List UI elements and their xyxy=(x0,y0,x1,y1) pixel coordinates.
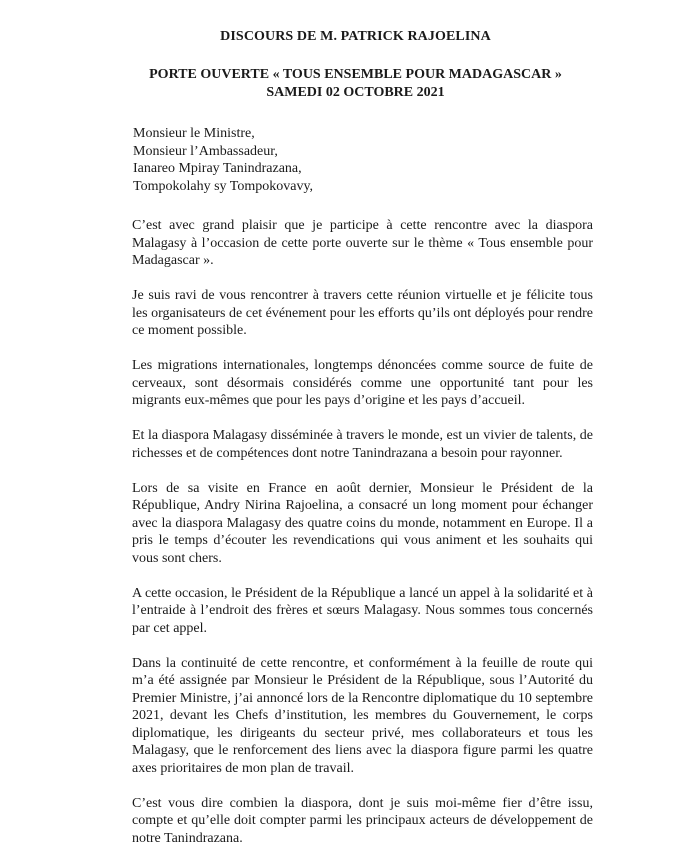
salutation-line: Monsieur le Ministre, xyxy=(133,126,255,141)
speech-paragraph: Les migrations internationales, longtemps dénoncées comme source de fuite de cerveaux, sont désormais considérés comme une opportunité tant pour les migrants eux-mêmes que pour les pays d’origine et les pays d’accueil. xyxy=(132,358,593,408)
subtitle-date: SAMEDI 02 OCTOBRE 2021 xyxy=(266,85,445,100)
salutation-line: Ianareo Mpiray Tanindrazana, xyxy=(133,161,302,176)
salutation-line: Tompokolahy sy Tompokovavy, xyxy=(133,178,314,194)
speech-paragraph: C’est avec grand plaisir que je participe à cette rencontre avec la diaspora Malagasy à l’occasion de cette porte ouverte sur le thème « Tous ensemble pour Madagascar ». xyxy=(132,218,593,268)
speech-paragraph: Dans la continuité de cette rencontre, et conformément à la feuille de route qui m’a été assignée par Monsieur le Président de la République, sous l’Autorité du Premier Ministre, j’ai annoncé lors de la Rencontre diplomatique du 10 septembre 2021, devant les Chefs d’institution, les membres du Gouvernement, le corps diplomatique, les dirigeants du secteur privé, mes collaborateurs et tous les Malagasy, que le renforcement des liens avec la diaspora figure parmi les quatre axes prioritaires de mon plan de travail. xyxy=(132,655,593,776)
speech-paragraph: Je suis ravi de vous rencontrer à travers cette réunion virtuelle et je félicite tous les organisateurs de cet événement pour les efforts qu’ils ont déployés pour rendre ce moment possible. xyxy=(132,288,593,338)
document-title: DISCOURS DE M. PATRICK RAJOELINA xyxy=(220,29,491,44)
document-subtitle xyxy=(118,66,593,102)
salutation-block xyxy=(132,125,593,195)
speech-paragraph: C’est vous dire combien la diaspora, dont je suis moi-même fier d’être issu, compte et qu’elle doit compter parmi les principaux acteurs de développement de notre Tanindrazana. xyxy=(132,795,593,846)
speech-paragraph: Et la diaspora Malagasy disséminée à travers le monde, est un vivier de talents, de richesses et de compétences dont notre Tanindrazana a besoin pour rayonner. xyxy=(132,428,593,461)
subtitle-event: PORTE OUVERTE « TOUS ENSEMBLE POUR MADAGASCAR » xyxy=(149,67,562,82)
speech-paragraph: A cette occasion, le Président de la République a lancé un appel à la solidarité et à l’entraide à l’endroit des frères et sœurs Malagasy. Nous sommes tous concernés par cet appel. xyxy=(132,585,593,636)
speech-paragraph: Lors de sa visite en France en août dernier, Monsieur le Président de la République, Andry Nirina Rajoelina, a consacré un long moment pour échanger avec la diaspora Malagasy des quatre coins du monde, notamment en Europe. Il a pris le temps d’écouter les revendications qui vous animent et les souhaits qui vous sont chers. xyxy=(132,480,593,566)
salutation-line: Monsieur l’Ambassadeur, xyxy=(133,143,278,159)
